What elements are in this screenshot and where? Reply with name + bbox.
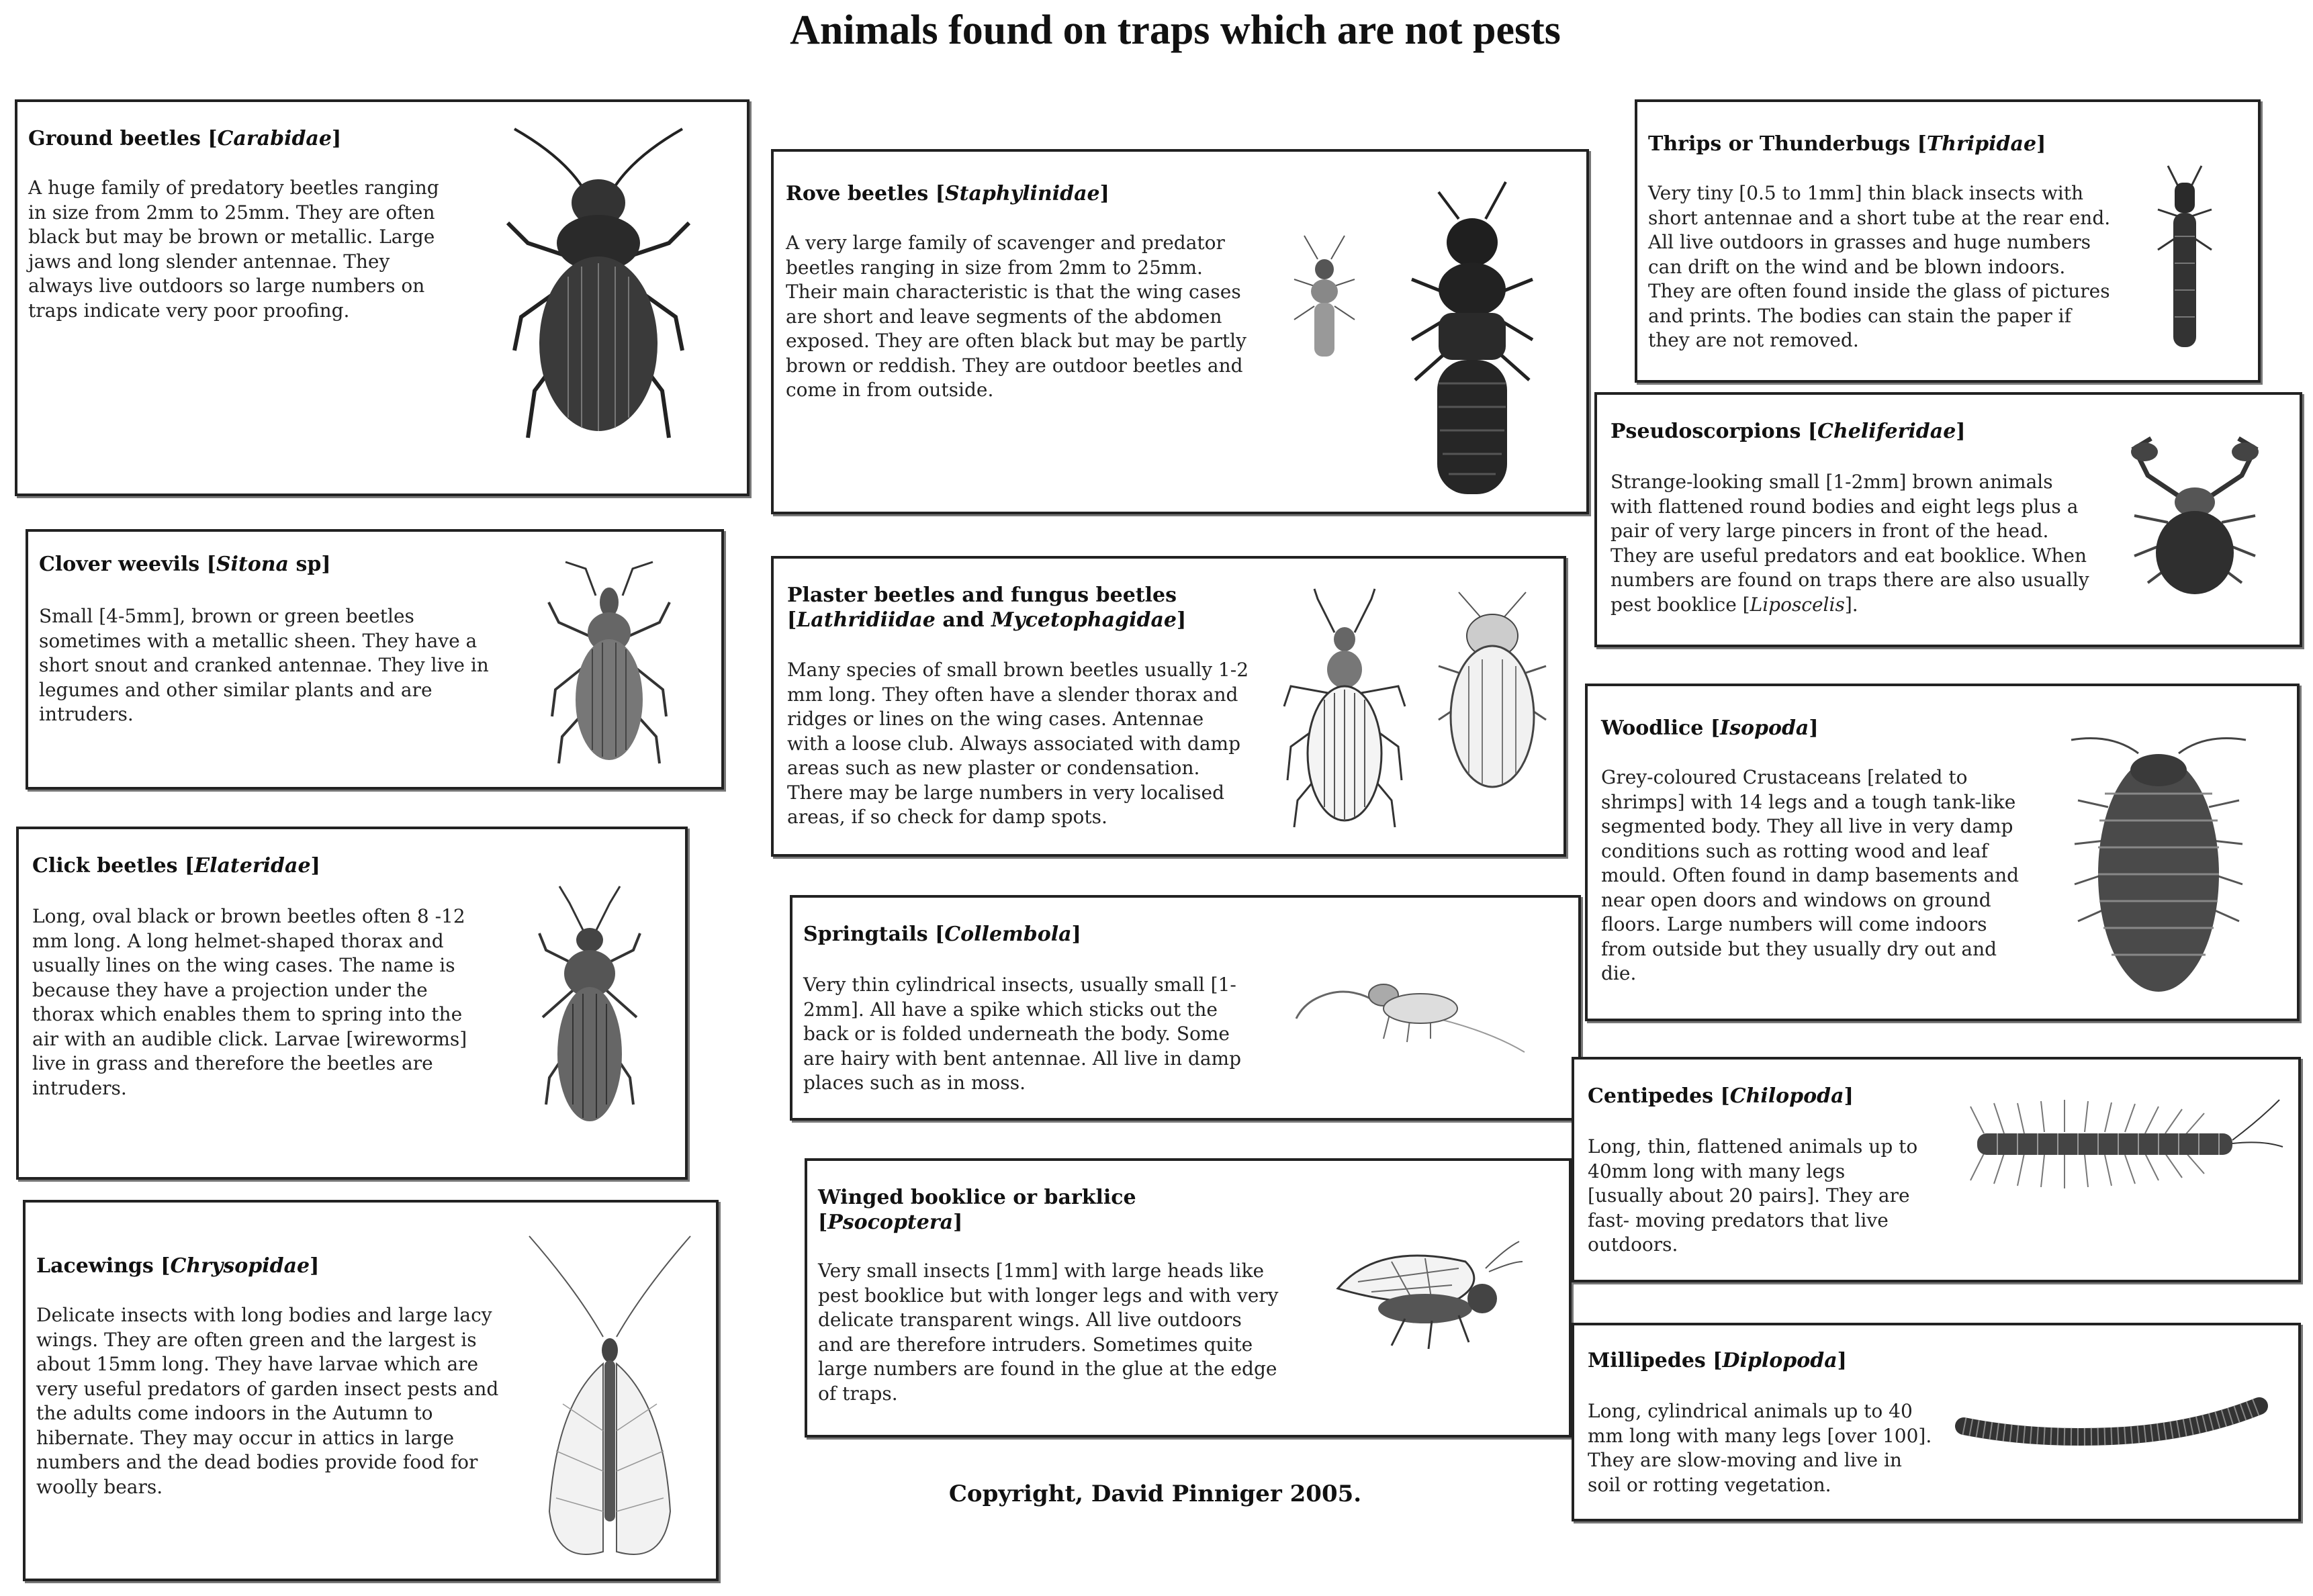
page-title: Animals found on traps which are not pests — [790, 7, 1561, 53]
card-title: Springtails [Collembola] — [803, 923, 1081, 946]
woodlouse-illustration — [2058, 713, 2259, 1015]
springtail-illustration — [1289, 958, 1531, 1059]
card-title: Pseudoscorpions [Cheliferidae] — [1611, 420, 1966, 443]
card-description: Delicate insects with long bodies and large lacy wings. They are often green and the largest is about 15mm long. They have larvae which are very useful predators of garden insect pests and the adults come indoors in the Autumn to hibernate. They may occur in attics in large numbers and the dead bodies provide food for woolly bears. — [36, 1304, 499, 1498]
card-title: Lacewings [Chrysopidae] — [36, 1254, 320, 1278]
card-description: Very tiny [0.5 to 1mm] thin black insects with short antennae and a short tube at the rear end. All live outdoors in grasses and huge numbers can drift on the wind and be blown indoors. They are often found inside the glass of pictures and prints. The bodies can stain the paper if they are not removed. — [1648, 182, 2111, 351]
card-description: Strange-looking small [1-2mm] brown animals with flattened round bodies and eight legs plus a pair of very large pincers in front of the head. They are useful predators and eat booklice. When numbers are found on traps there are also usually pest booklice [Liposcelis]. — [1611, 471, 2089, 616]
card-click-beetles — [16, 827, 688, 1180]
card-description: A huge family of predatory beetles ranging in size from 2mm to 25mm. They are often black but may be brown or metallic. Large jaws and long slender antennae. They always live outdoors so large numbers on traps indicate very poor proofing. — [28, 177, 439, 322]
card-description: Very thin cylindrical insects, usually small [1-2mm]. All have a spike which sticks out the back or is folded underneath the body. Some are hairy with bent antennae. All live in damp places such as in moss. — [803, 974, 1242, 1094]
lacewing-illustration — [523, 1229, 697, 1572]
fungus-beetle-illustration — [1432, 585, 1553, 800]
millipede-illustration — [1950, 1386, 2273, 1460]
card-clover-weevils — [26, 529, 724, 790]
card-lacewings — [23, 1200, 719, 1581]
card-pseudoscorpions — [1594, 392, 2302, 647]
card-thrips — [1635, 99, 2261, 383]
thrips-illustration — [2148, 162, 2222, 364]
card-ground-beetles — [15, 99, 750, 496]
card-title: Thrips or Thunderbugs [Thripidae] — [1648, 132, 2046, 156]
card-title: Winged booklice or barklice [Psocoptera] — [818, 1186, 1136, 1234]
card-plaster-beetles — [771, 556, 1566, 857]
copyright-notice: Copyright, David Pinniger 2005. — [948, 1481, 1362, 1507]
card-springtails — [790, 895, 1581, 1121]
card-title: Rove beetles [Staphylinidae] — [786, 182, 1109, 205]
card-description: Many species of small brown beetles usually 1-2 mm long. They often have a slender thorax and ridges or lines on the wing cases. Antennae with a loose club. Always associated with damp areas such as new plaster or condensation. There may be large numbers in very localised areas, if so check for damp spots. — [787, 659, 1249, 828]
click-beetle-illustration — [529, 883, 650, 1138]
card-rove-beetles — [771, 149, 1589, 514]
card-description: Long, cylindrical animals up to 40 mm long with many legs [over 100]. They are slow-moving and live in soil or rotting vegetation. — [1588, 1400, 1932, 1496]
card-title: Click beetles [Elateridae] — [32, 854, 320, 878]
card-description: Grey-coloured Crustaceans [related to shrimps] with 14 legs and a tough tank-like segmented body. They all live in very damp conditions such as rotting wood and leaf mould. Often found in damp basements and near open doors and windows on ground floors. Large numbers will come indoors from outside but they usually dry out and die. — [1601, 766, 2020, 984]
barklouse-illustration — [1324, 1235, 1526, 1356]
large-rove-beetle-illustration — [1398, 179, 1546, 508]
ground-beetle-illustration — [488, 122, 709, 485]
card-millipedes — [1572, 1323, 2301, 1521]
card-title: Millipedes [Diplopoda] — [1588, 1349, 1847, 1372]
card-centipedes — [1572, 1057, 2301, 1282]
card-title: Ground beetles [Carabidae] — [28, 127, 342, 150]
card-description: Small [4-5mm], brown or green beetles sometimes with a metallic sheen. They have a short snout and cranked antennae. They live in legumes and other similar plants and are intruders. — [39, 605, 489, 725]
card-title: Centipedes [Chilopoda] — [1588, 1084, 1854, 1108]
card-description: A very large family of scavenger and predator beetles ranging in size from 2mm to 25mm. Their main characteristic is that the wing cases are short and leave segments of the abdomen exposed. They are often black but may be partly brown or reddish. They are outdoor beetles and come in from outside. — [786, 232, 1246, 401]
card-winged-booklice — [805, 1158, 1572, 1438]
centipede-illustration — [1950, 1086, 2286, 1207]
card-title: Clover weevils [Sitona sp] — [39, 553, 331, 576]
clover-weevil-illustration — [539, 555, 680, 777]
small-rove-beetle-illustration — [1284, 232, 1365, 367]
pseudoscorpion-illustration — [2114, 435, 2275, 610]
card-description: Very small insects [1mm] with large heads like pest booklice but with longer legs and with very delicate transparent wings. All live outdoors and are therefore intruders. Sometimes quite large numbers are found in the glue at the edge of traps. — [818, 1260, 1279, 1405]
card-woodlice — [1585, 684, 2300, 1021]
card-description: Long, thin, flattened animals up to 40mm long with many legs [usually about 20 pairs]. They are fast- moving predators that live outdoors. — [1588, 1135, 1918, 1256]
card-description: Long, oval black or brown beetles often 8 -12 mm long. A long helmet-shaped thorax and usually lines on the wing cases. The name is because they have a projection under the thorax which enables them to spring into the air with an audible click. Larvae [wireworms] live in grass and therefore the beetles are intruders. — [32, 905, 467, 1099]
card-title: Woodlice [Isopoda] — [1601, 716, 1819, 740]
card-title: Plaster beetles and fungus beetles [Lathridiidae and Mycetophagidae] — [787, 583, 1187, 632]
plaster-beetle-illustration — [1277, 585, 1412, 834]
